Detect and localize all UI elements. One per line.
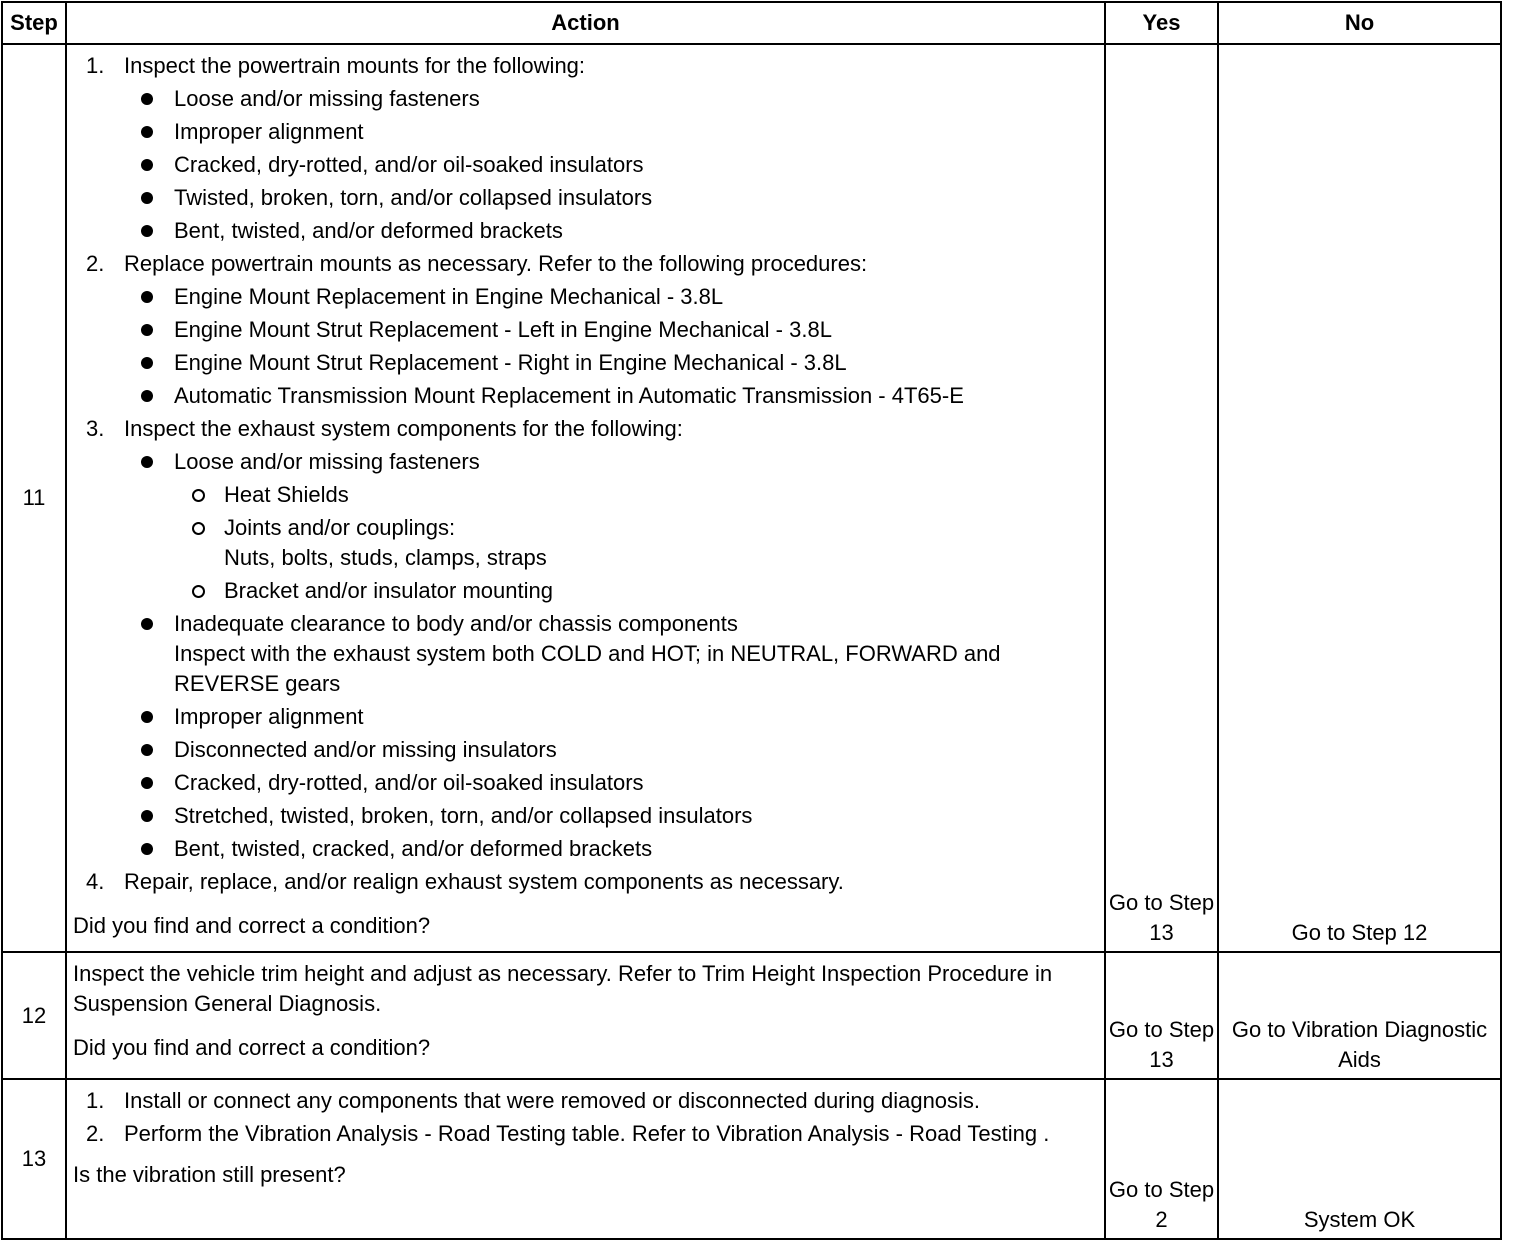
hollow-bullet-icon	[192, 489, 205, 502]
list-item	[73, 1119, 1096, 1149]
bullet-item: Engine Mount Replacement in Engine Mechanical - 3.8L	[124, 282, 1096, 312]
bullet-icon	[141, 777, 153, 789]
item-number: 4.	[86, 869, 105, 894]
bullet-item: Engine Mount Strut Replacement - Left in Engine Mechanical - 3.8L	[124, 315, 1096, 345]
bullet-icon	[141, 711, 153, 723]
yes-cell: Go to Step 13	[1105, 952, 1218, 1079]
table-row-step-11	[2, 44, 1501, 952]
item-number: 2.	[86, 251, 105, 276]
no-cell: Go to Step 12	[1218, 44, 1501, 952]
sub-bullet-item: Bracket and/or insulator mounting	[174, 576, 1096, 606]
action-cell	[66, 952, 1105, 1079]
bullet-icon	[141, 93, 153, 105]
table-row-step-12	[2, 952, 1501, 1079]
table-row-step-13	[2, 1079, 1501, 1239]
bullet-icon	[141, 843, 153, 855]
list-item	[73, 867, 1096, 897]
bullet-item: Loose and/or missing fasteners	[124, 84, 1096, 114]
bullet-item: Engine Mount Strut Replacement - Right in Engine Mechanical - 3.8L	[124, 348, 1096, 378]
bullet-icon	[141, 291, 153, 303]
item-number: 1.	[86, 1088, 105, 1113]
action-list	[73, 51, 1096, 897]
bullet-item: Disconnected and/or missing insulators	[124, 735, 1096, 765]
list-item	[73, 1086, 1096, 1116]
bullet-item: Bent, twisted, and/or deformed brackets	[124, 216, 1096, 246]
yes-cell: Go to Step 13	[1105, 44, 1218, 952]
bullet-icon	[141, 225, 153, 237]
item-text: Replace powertrain mounts as necessary. Refer to the following procedures:	[124, 251, 868, 276]
item-text: Repair, replace, and/or realign exhaust system components as necessary.	[124, 869, 844, 894]
item-number: 1.	[86, 53, 105, 78]
question-text: Did you find and correct a condition?	[73, 1035, 431, 1060]
hollow-bullet-icon	[192, 522, 205, 535]
bullet-icon	[141, 357, 153, 369]
bullet-icon	[141, 192, 153, 204]
bullet-icon	[141, 126, 153, 138]
diagnostic-table	[1, 1, 1502, 1240]
no-cell: Go to Vibration Diagnostic Aids	[1218, 952, 1501, 1079]
step-number: 13	[2, 1079, 66, 1239]
list-item	[73, 249, 1096, 411]
header-step: Step	[2, 2, 66, 44]
bullet-icon	[141, 456, 153, 468]
bullet-item: Twisted, broken, torn, and/or collapsed insulators	[124, 183, 1096, 213]
bullet-icon	[141, 618, 153, 630]
bullet-item: Automatic Transmission Mount Replacement in Automatic Transmission - 4T65-E	[124, 381, 1096, 411]
sub-bullet-item: Heat Shields	[174, 480, 1096, 510]
bullet-item: Bent, twisted, cracked, and/or deformed brackets	[124, 834, 1096, 864]
header-no: No	[1218, 2, 1501, 44]
item-text: Inspect the powertrain mounts for the following:	[124, 53, 586, 78]
question-text: Is the vibration still present?	[73, 1162, 346, 1187]
action-cell	[66, 1079, 1105, 1239]
bullet-item: Inadequate clearance to body and/or chassis components Inspect with the exhaust system both COLD and HOT; in NEUTRAL, FORWARD and REVERSE gears	[124, 609, 1096, 699]
question-text: Did you find and correct a condition?	[73, 913, 431, 938]
action-list	[73, 1086, 1096, 1149]
bullet-icon	[141, 744, 153, 756]
action-text: Inspect the vehicle trim height and adjust as necessary. Refer to Trim Height Inspection Procedure in Suspension General Diagnosis.	[73, 961, 1053, 1016]
bullet-item: Improper alignment	[124, 117, 1096, 147]
step-number: 11	[2, 44, 66, 952]
bullet-item: Stretched, twisted, broken, torn, and/or collapsed insulators	[124, 801, 1096, 831]
item-text: Install or connect any components that were removed or disconnected during diagnosis.	[124, 1088, 981, 1113]
item-number: 2.	[86, 1121, 105, 1146]
bullet-icon	[141, 159, 153, 171]
no-cell: System OK	[1218, 1079, 1501, 1239]
header-yes: Yes	[1105, 2, 1218, 44]
bullet-item: Improper alignment	[124, 702, 1096, 732]
bullet-icon	[141, 810, 153, 822]
bullet-item: Loose and/or missing fasteners Heat Shields Joints and/or couplings: Nuts, bolts, studs, clamps, straps Bracket and/or insulator mounting	[124, 447, 1096, 606]
header-action: Action	[66, 2, 1105, 44]
item-number: 3.	[86, 416, 105, 441]
bullet-item: Cracked, dry-rotted, and/or oil-soaked insulators	[124, 768, 1096, 798]
list-item	[73, 51, 1096, 246]
action-cell	[66, 44, 1105, 952]
bullet-icon	[141, 390, 153, 402]
list-item	[73, 414, 1096, 864]
header-row	[2, 2, 1501, 44]
bullet-item: Cracked, dry-rotted, and/or oil-soaked insulators	[124, 150, 1096, 180]
item-text: Inspect the exhaust system components for the following:	[124, 416, 683, 441]
step-number: 12	[2, 952, 66, 1079]
yes-cell: Go to Step 2	[1105, 1079, 1218, 1239]
hollow-bullet-icon	[192, 585, 205, 598]
item-text: Perform the Vibration Analysis - Road Testing table. Refer to Vibration Analysis - Road Testing .	[124, 1121, 1050, 1146]
sub-bullet-item: Joints and/or couplings: Nuts, bolts, studs, clamps, straps	[174, 513, 1096, 573]
bullet-icon	[141, 324, 153, 336]
